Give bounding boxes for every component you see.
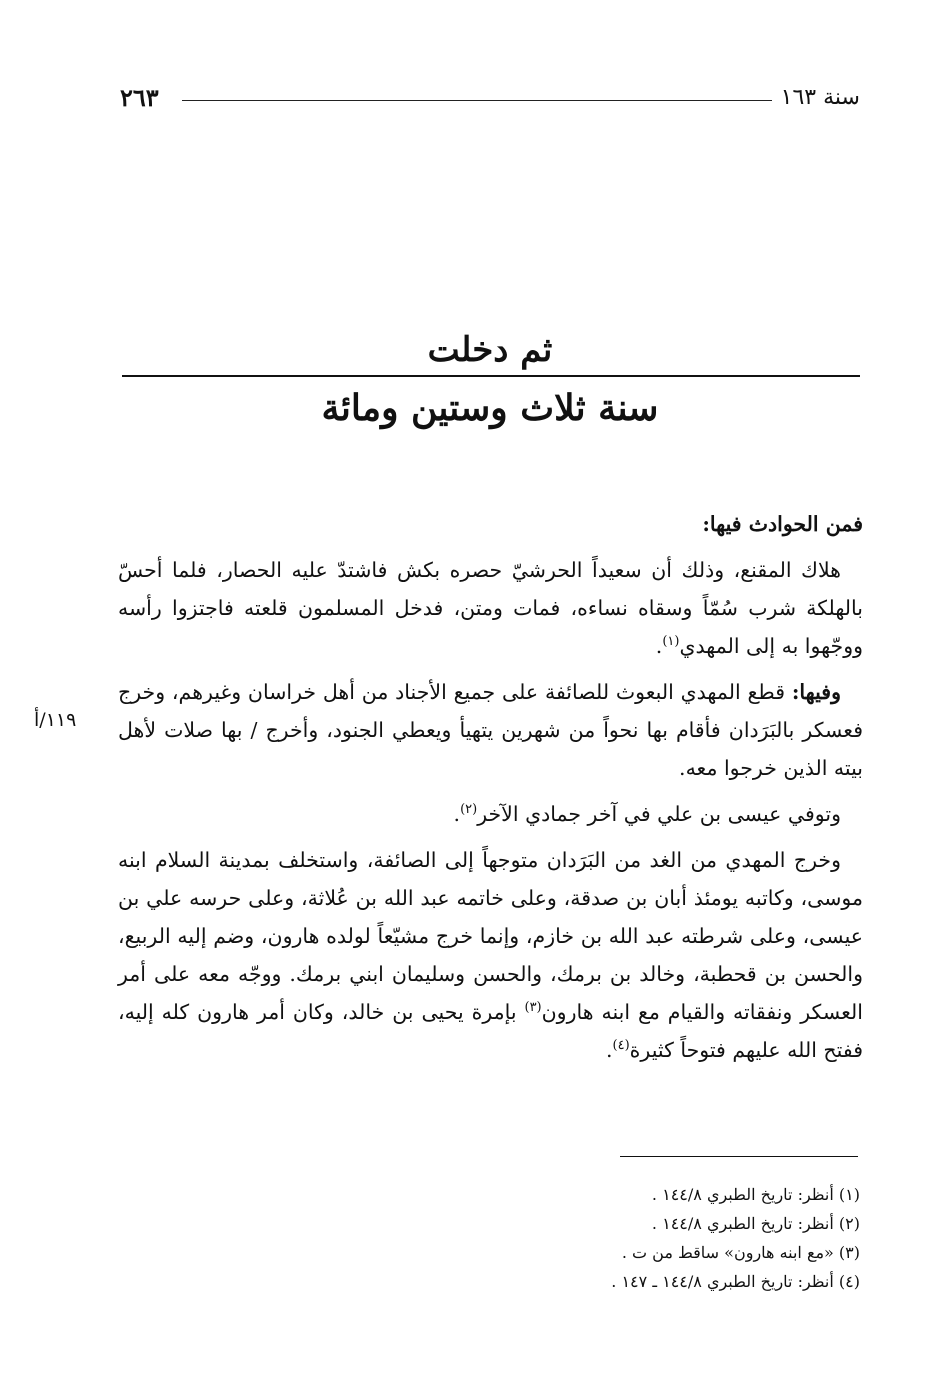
manuscript-folio-note: ١١٩/أ bbox=[34, 709, 77, 731]
paragraph-3-text: وتوفي عيسى بن علي في آخر جمادي الآخر bbox=[477, 802, 841, 826]
paragraph-1-end: . bbox=[655, 634, 663, 658]
header-rule bbox=[182, 100, 772, 101]
chapter-title-rule bbox=[122, 375, 860, 377]
footnote-ref-4: (٤) bbox=[612, 1038, 630, 1054]
page-number: ٢٦٣ bbox=[120, 83, 159, 112]
footnote-2: (٢) أنظر: تاريخ الطبري ١٤٤/٨ . bbox=[651, 1214, 860, 1233]
footnote-3: (٣) «مع ابنه هارون» ساقط من ت . bbox=[621, 1243, 860, 1262]
body-text bbox=[118, 505, 863, 1077]
paragraph-3-end: . bbox=[453, 802, 461, 826]
paragraph-3 bbox=[118, 795, 863, 833]
footnote-ref-3: (٣) bbox=[524, 1000, 542, 1016]
paragraph-4-text-a: وخرج المهدي من الغد من البَرَدان متوجهاً إلى الصائفة، واستخلف بمدينة السلام ابنه موسى، وكاتبه يومئذ أبان بن صدقة، وعلى خاتمه عبد الله بن عُلاثة، وعلى حرسه علي بن عيسى، وعلى شرطته عبد الله بن خازم، وإنما خرج مشيّعاً لولده هارون، وضم إليه الربيع، والحسن بن قحطبة، وخالد بن برمك، والحسن وسليمان ابني برمك. ووجّه معه على أمر العسكر ونفقاته والقيام مع ابنه هارون bbox=[118, 848, 863, 1024]
paragraph-4 bbox=[118, 841, 863, 1069]
paragraph-4-text-b: بإمرة يحيى بن خالد، وكان أمر هارون كله إليه، ففتح الله عليهم فتوحاً كثيرة bbox=[118, 1000, 863, 1062]
paragraph-4-end: . bbox=[605, 1038, 613, 1062]
section-heading: فمن الحوادث فيها: bbox=[702, 512, 863, 536]
footnote-ref-2: (٢) bbox=[460, 802, 478, 818]
paragraph-2-text: قطع المهدي البعوث للصائفة على جميع الأجناد من أهل خراسان وغيرهم، وخرج فعسكر بالبَرَدان فأقام بها نحواً من شهرين يتهيأ ويعطي الجنود، وأخرج / بها صلات لأهل بيته الذين خرجوا معه. bbox=[118, 680, 863, 780]
footnote-ref-1: (١) bbox=[662, 634, 680, 650]
paragraph-1-text: هلاك المقنع، وذلك أن سعيداً الحرشيّ حصره بكش فاشتدّ عليه الحصار، فلما أحسّ بالهلكة شرب سُمّاً وسقاه نساءه، فمات ومتن، فدخل المسلمون قلعته فاجتزوا رأسه ووجّهوا به إلى المهدي bbox=[118, 558, 863, 658]
paragraph-2-lead: وفيها: bbox=[791, 680, 841, 704]
footnote-1: (١) أنظر: تاريخ الطبري ١٤٤/٨ . bbox=[651, 1185, 860, 1204]
footnote-4: (٤) أنظر: تاريخ الطبري ١٤٤/٨ ـ ١٤٧ . bbox=[611, 1272, 860, 1291]
chapter-superscript-title: ثم دخلت bbox=[427, 330, 553, 370]
running-header bbox=[120, 84, 860, 120]
footnote-rule bbox=[620, 1156, 858, 1157]
footnotes bbox=[470, 1180, 860, 1296]
chapter-main-title: سنة ثلاث وستين ومائة bbox=[321, 387, 659, 429]
running-header-year: سنة ١٦٣ bbox=[780, 85, 860, 110]
paragraph-1 bbox=[118, 551, 863, 665]
paragraph-2 bbox=[118, 673, 863, 787]
